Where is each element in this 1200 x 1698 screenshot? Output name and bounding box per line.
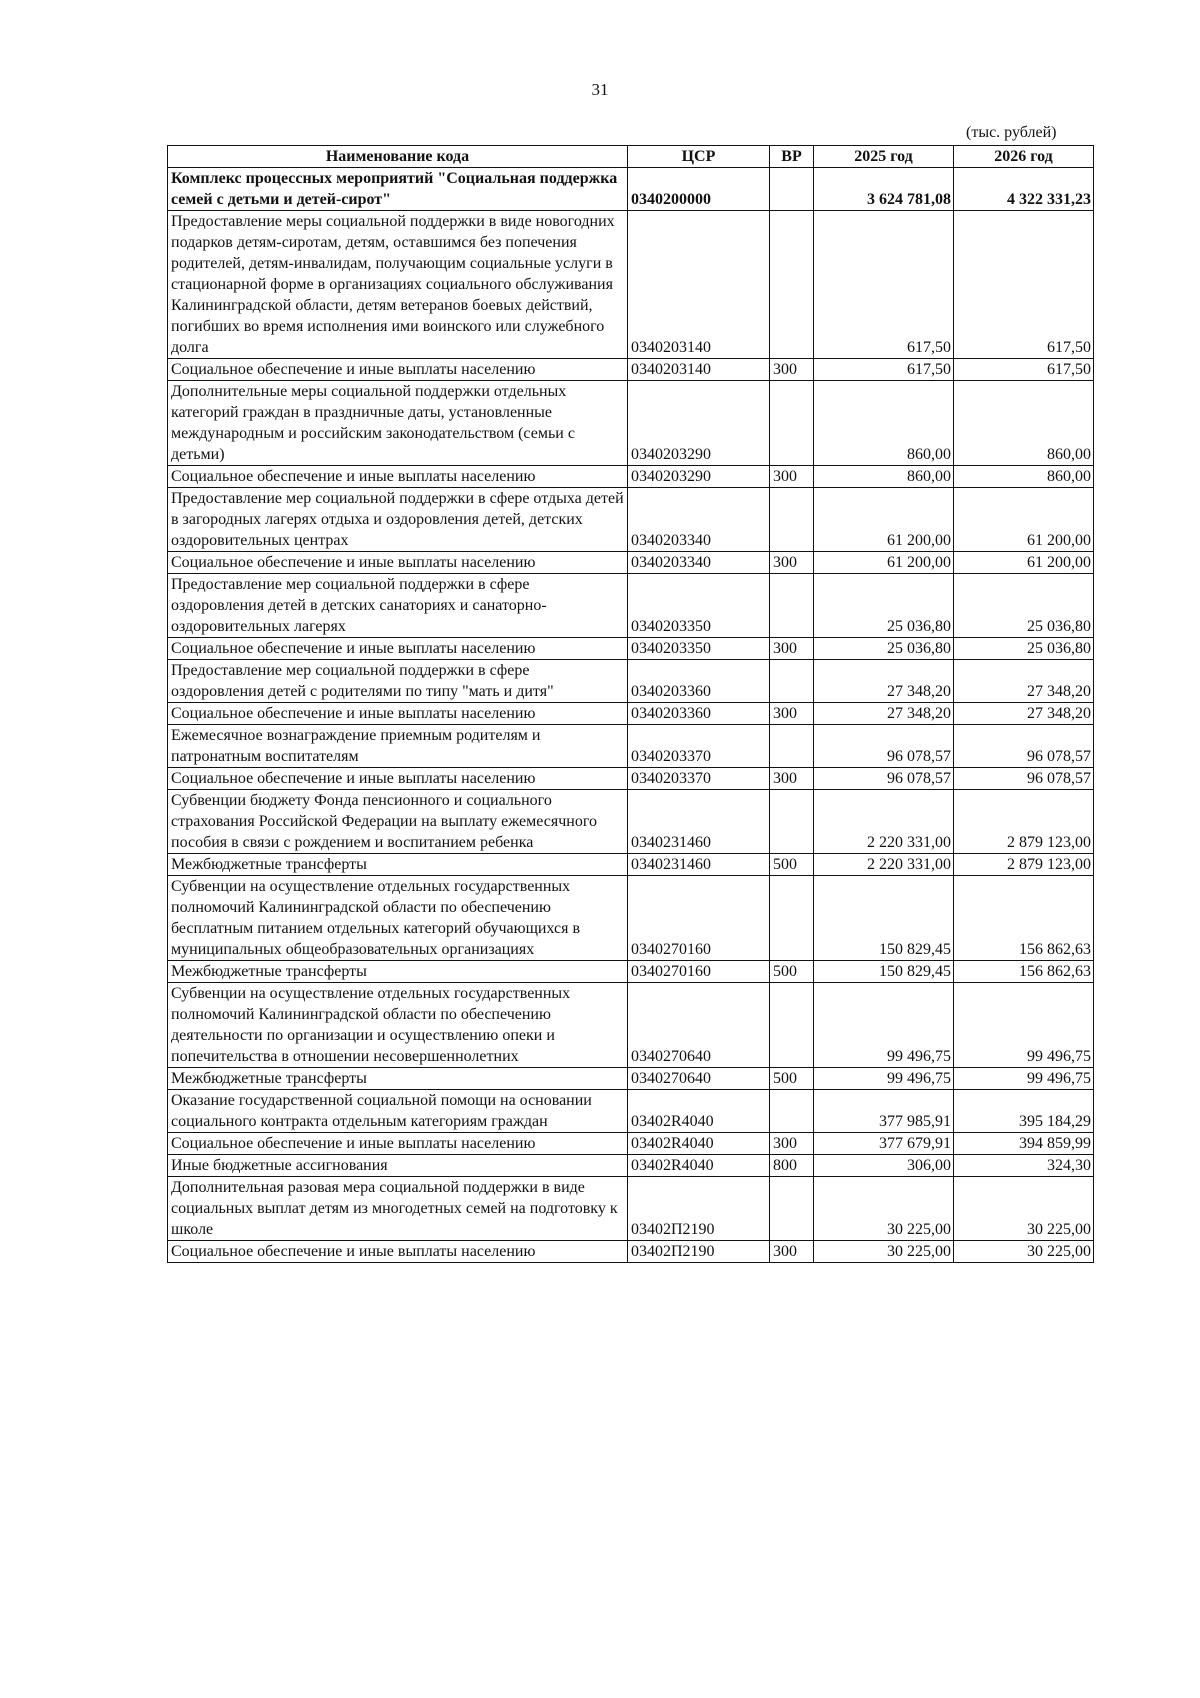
row-csr: 0340203340 xyxy=(628,488,770,552)
row-csr: 0340270160 xyxy=(628,961,770,983)
row-name: Дополнительная разовая мера социальной поддержки в виде социальных выплат детям из многодетных семей на подготовку к школе xyxy=(168,1177,628,1241)
row-value-2026: 2 879 123,00 xyxy=(954,790,1094,854)
row-value-2026: 617,50 xyxy=(954,359,1094,381)
table-row xyxy=(168,703,1094,725)
row-value-2026: 860,00 xyxy=(954,466,1094,488)
row-value-2025: 377 679,91 xyxy=(814,1133,954,1155)
row-value-2025: 61 200,00 xyxy=(814,552,954,574)
table-row xyxy=(168,381,1094,466)
row-value-2026: 27 348,20 xyxy=(954,703,1094,725)
table-row xyxy=(168,854,1094,876)
row-name: Субвенции бюджету Фонда пенсионного и социального страхования Российской Федерации на выплату ежемесячного пособия в связи с рождением и воспитанием ребенка xyxy=(168,790,628,854)
row-name: Межбюджетные трансферты xyxy=(168,1068,628,1090)
row-csr: 03402R4040 xyxy=(628,1090,770,1133)
row-csr: 0340203140 xyxy=(628,359,770,381)
table-row xyxy=(168,168,1094,211)
row-value-2025: 99 496,75 xyxy=(814,1068,954,1090)
row-name: Предоставление мер социальной поддержки в сфере оздоровления детей с родителями по типу "мать и дитя" xyxy=(168,660,628,703)
row-csr: 0340200000 xyxy=(628,168,770,211)
row-vr xyxy=(770,1177,814,1241)
table-row xyxy=(168,876,1094,961)
row-vr: 300 xyxy=(770,638,814,660)
row-value-2026: 30 225,00 xyxy=(954,1241,1094,1263)
row-value-2026: 617,50 xyxy=(954,211,1094,359)
row-name: Субвенции на осуществление отдельных государственных полномочий Калининградской области по обеспечению бесплатным питанием отдельных категорий обучающихся в муниципальных общеобразовательных организациях xyxy=(168,876,628,961)
row-value-2025: 2 220 331,00 xyxy=(814,854,954,876)
table-row xyxy=(168,466,1094,488)
row-name: Субвенции на осуществление отдельных государственных полномочий Калининградской области по обеспечению деятельности по организации и осуществлению опеки и попечительства в отношении несовершеннолетних xyxy=(168,983,628,1068)
row-name: Межбюджетные трансферты xyxy=(168,854,628,876)
row-vr: 300 xyxy=(770,768,814,790)
row-value-2025: 27 348,20 xyxy=(814,660,954,703)
table-row xyxy=(168,725,1094,768)
row-value-2025: 617,50 xyxy=(814,211,954,359)
header-vr: ВР xyxy=(770,146,814,168)
row-vr xyxy=(770,381,814,466)
row-vr: 300 xyxy=(770,703,814,725)
units-label: (тыс. рублей) xyxy=(966,124,1057,141)
header-row xyxy=(168,146,1094,168)
row-csr: 0340203370 xyxy=(628,725,770,768)
header-year-2025: 2025 год xyxy=(814,146,954,168)
row-value-2026: 96 078,57 xyxy=(954,768,1094,790)
row-value-2026: 860,00 xyxy=(954,381,1094,466)
row-value-2026: 99 496,75 xyxy=(954,983,1094,1068)
row-value-2026: 395 184,29 xyxy=(954,1090,1094,1133)
row-csr: 0340203140 xyxy=(628,211,770,359)
row-value-2025: 30 225,00 xyxy=(814,1241,954,1263)
table-row xyxy=(168,1241,1094,1263)
row-value-2025: 61 200,00 xyxy=(814,488,954,552)
row-value-2026: 25 036,80 xyxy=(954,638,1094,660)
row-name: Оказание государственной социальной помощи на основании социального контракта отдельным категориям граждан xyxy=(168,1090,628,1133)
row-vr xyxy=(770,790,814,854)
table-row xyxy=(168,1177,1094,1241)
row-value-2025: 3 624 781,08 xyxy=(814,168,954,211)
row-value-2025: 96 078,57 xyxy=(814,725,954,768)
table-row xyxy=(168,488,1094,552)
row-name: Предоставление меры социальной поддержки в виде новогодних подарков детям-сиротам, детям, оставшимся без попечения родителей, детям-инвалидам, получающим социальные услуги в стационарной форме в организациях социального обслуживания Калининградской области, детям ветеранов боевых действий, погибших во время исполнения ими воинского или служебного долга xyxy=(168,211,628,359)
row-value-2026: 61 200,00 xyxy=(954,552,1094,574)
header-year-2026: 2026 год xyxy=(954,146,1094,168)
row-name: Дополнительные меры социальной поддержки отдельных категорий граждан в праздничные даты, установленные международным и российским законодательством (семьи с детьми) xyxy=(168,381,628,466)
row-csr: 0340270640 xyxy=(628,1068,770,1090)
table-row xyxy=(168,1155,1094,1177)
row-vr xyxy=(770,574,814,638)
row-name: Иные бюджетные ассигнования xyxy=(168,1155,628,1177)
row-value-2026: 324,30 xyxy=(954,1155,1094,1177)
row-name: Социальное обеспечение и иные выплаты населению xyxy=(168,359,628,381)
row-csr: 0340203350 xyxy=(628,574,770,638)
row-name: Межбюджетные трансферты xyxy=(168,961,628,983)
row-vr xyxy=(770,660,814,703)
row-value-2026: 394 859,99 xyxy=(954,1133,1094,1155)
row-value-2025: 99 496,75 xyxy=(814,983,954,1068)
row-vr: 300 xyxy=(770,1241,814,1263)
row-name: Социальное обеспечение и иные выплаты населению xyxy=(168,638,628,660)
row-value-2025: 306,00 xyxy=(814,1155,954,1177)
table-row xyxy=(168,552,1094,574)
row-csr: 0340231460 xyxy=(628,854,770,876)
row-name: Социальное обеспечение и иные выплаты населению xyxy=(168,552,628,574)
row-value-2026: 156 862,63 xyxy=(954,876,1094,961)
row-vr xyxy=(770,211,814,359)
row-value-2026: 61 200,00 xyxy=(954,488,1094,552)
table-row xyxy=(168,1133,1094,1155)
row-vr: 800 xyxy=(770,1155,814,1177)
row-value-2025: 27 348,20 xyxy=(814,703,954,725)
row-value-2025: 860,00 xyxy=(814,381,954,466)
row-vr xyxy=(770,488,814,552)
table-row xyxy=(168,1090,1094,1133)
row-csr: 0340203340 xyxy=(628,552,770,574)
row-vr xyxy=(770,983,814,1068)
row-csr: 03402R4040 xyxy=(628,1155,770,1177)
row-vr: 300 xyxy=(770,466,814,488)
row-value-2026: 156 862,63 xyxy=(954,961,1094,983)
row-csr: 0340203290 xyxy=(628,466,770,488)
row-csr: 03402П2190 xyxy=(628,1177,770,1241)
row-name: Предоставление мер социальной поддержки в сфере оздоровления детей в детских санаториях и санаторно-оздоровительных лагерях xyxy=(168,574,628,638)
row-value-2025: 860,00 xyxy=(814,466,954,488)
table-row xyxy=(168,790,1094,854)
row-csr: 0340203360 xyxy=(628,660,770,703)
row-value-2026: 96 078,57 xyxy=(954,725,1094,768)
row-value-2026: 27 348,20 xyxy=(954,660,1094,703)
row-value-2025: 25 036,80 xyxy=(814,574,954,638)
row-vr xyxy=(770,168,814,211)
row-name: Ежемесячное вознаграждение приемным родителям и патронатным воспитателям xyxy=(168,725,628,768)
row-csr: 0340270160 xyxy=(628,876,770,961)
table-row xyxy=(168,211,1094,359)
row-csr: 0340203290 xyxy=(628,381,770,466)
table-row xyxy=(168,768,1094,790)
row-vr: 500 xyxy=(770,961,814,983)
row-vr: 300 xyxy=(770,1133,814,1155)
budget-table xyxy=(167,145,1094,1263)
row-name: Социальное обеспечение и иные выплаты населению xyxy=(168,768,628,790)
table-body xyxy=(168,168,1094,1263)
row-csr: 0340231460 xyxy=(628,790,770,854)
row-value-2025: 25 036,80 xyxy=(814,638,954,660)
header-name: Наименование кода xyxy=(168,146,628,168)
table-row xyxy=(168,574,1094,638)
table-row xyxy=(168,638,1094,660)
row-name: Предоставление мер социальной поддержки в сфере отдыха детей в загородных лагерях отдыха и оздоровления детей, детских оздоровительных центрах xyxy=(168,488,628,552)
row-csr: 03402R4040 xyxy=(628,1133,770,1155)
header-csr: ЦСР xyxy=(628,146,770,168)
table-row xyxy=(168,660,1094,703)
row-value-2025: 2 220 331,00 xyxy=(814,790,954,854)
row-vr xyxy=(770,876,814,961)
row-vr xyxy=(770,1090,814,1133)
table-row xyxy=(168,359,1094,381)
row-value-2025: 150 829,45 xyxy=(814,876,954,961)
row-name: Социальное обеспечение и иные выплаты населению xyxy=(168,466,628,488)
table-row xyxy=(168,961,1094,983)
row-vr: 500 xyxy=(770,854,814,876)
row-vr xyxy=(770,725,814,768)
row-value-2025: 96 078,57 xyxy=(814,768,954,790)
row-vr: 300 xyxy=(770,552,814,574)
row-value-2026: 99 496,75 xyxy=(954,1068,1094,1090)
row-csr: 03402П2190 xyxy=(628,1241,770,1263)
row-csr: 0340203360 xyxy=(628,703,770,725)
row-value-2026: 2 879 123,00 xyxy=(954,854,1094,876)
row-name: Социальное обеспечение и иные выплаты населению xyxy=(168,703,628,725)
row-value-2026: 25 036,80 xyxy=(954,574,1094,638)
row-name: Социальное обеспечение и иные выплаты населению xyxy=(168,1241,628,1263)
row-csr: 0340203350 xyxy=(628,638,770,660)
row-value-2026: 4 322 331,23 xyxy=(954,168,1094,211)
row-vr: 500 xyxy=(770,1068,814,1090)
row-value-2025: 377 985,91 xyxy=(814,1090,954,1133)
row-value-2025: 617,50 xyxy=(814,359,954,381)
page-number: 31 xyxy=(591,80,609,99)
row-name: Комплекс процессных мероприятий "Социальная поддержка семей с детьми и детей-сирот" xyxy=(168,168,628,211)
row-value-2026: 30 225,00 xyxy=(954,1177,1094,1241)
row-vr: 300 xyxy=(770,359,814,381)
row-value-2025: 30 225,00 xyxy=(814,1177,954,1241)
row-csr: 0340270640 xyxy=(628,983,770,1068)
row-name: Социальное обеспечение и иные выплаты населению xyxy=(168,1133,628,1155)
row-csr: 0340203370 xyxy=(628,768,770,790)
row-value-2025: 150 829,45 xyxy=(814,961,954,983)
table-row xyxy=(168,983,1094,1068)
table-row xyxy=(168,1068,1094,1090)
